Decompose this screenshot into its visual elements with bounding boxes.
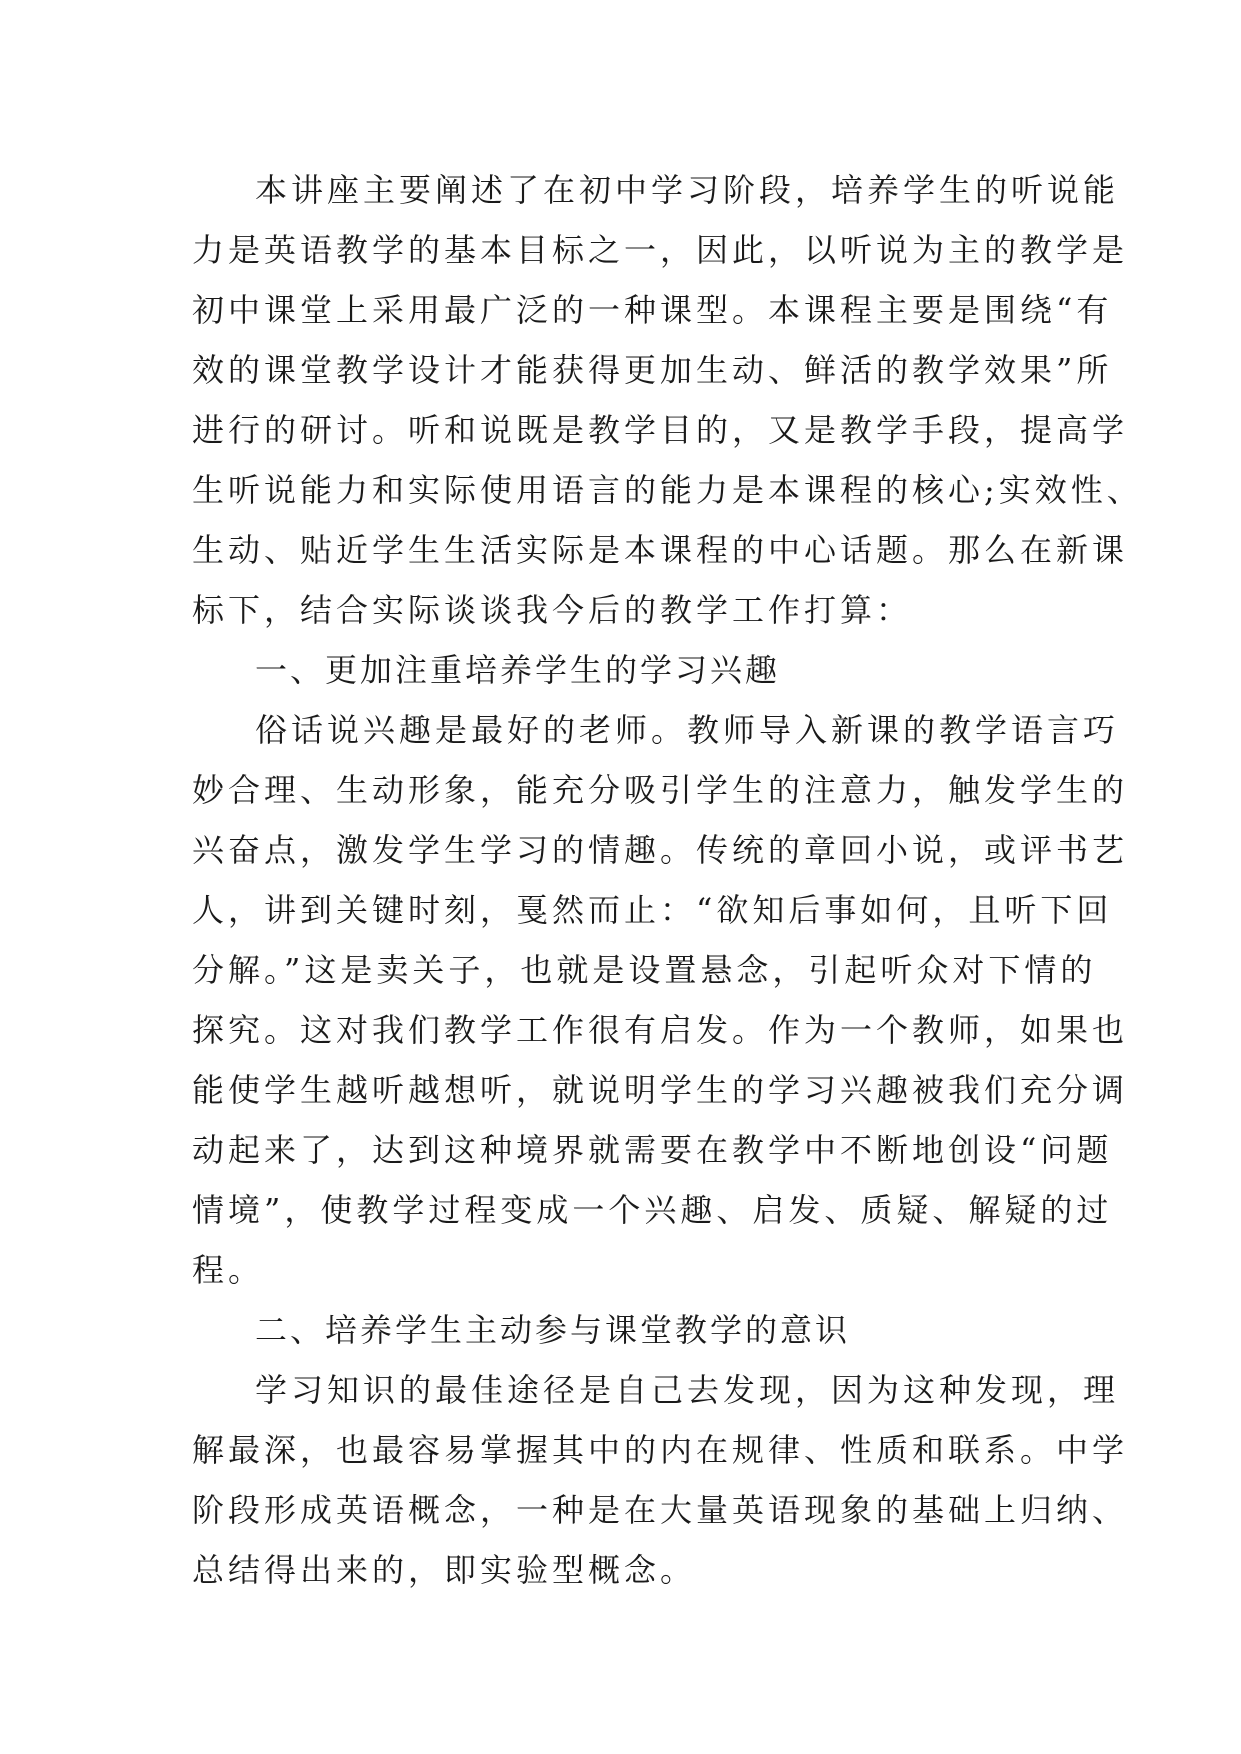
paragraph-2-line-4: 人，讲到关键时刻，戛然而止：“欲知后事如何，且听下回 xyxy=(192,891,1113,929)
paragraph-1-line-5: 进行的研讨。听和说既是教学目的，又是教学手段，提高学 xyxy=(192,411,1129,449)
paragraph-1-line-4: 效的课堂教学设计才能获得更加生动、鲜活的教学效果”所 xyxy=(192,351,1113,389)
paragraph-2-line-9: 情境”，使教学过程变成一个兴趣、启发、质疑、解疑的过 xyxy=(192,1191,1113,1229)
paragraph-2-line-2: 妙合理、生动形象，能充分吸引学生的注意力，触发学生的 xyxy=(192,771,1129,809)
paragraph-3-line-4: 总结得出来的，即实验型概念。 xyxy=(192,1551,697,1589)
paragraph-1-line-1: 本讲座主要阐述了在初中学习阶段，培养学生的听说能 xyxy=(255,171,1120,209)
document-body xyxy=(192,160,1143,1600)
section-heading-1: 一、更加注重培养学生的学习兴趣 xyxy=(255,651,781,689)
paragraph-2-line-3: 兴奋点，激发学生学习的情趣。传统的章回小说，或评书艺 xyxy=(192,831,1129,869)
paragraph-3-line-2: 解最深，也最容易掌握其中的内在规律、性质和联系。中学 xyxy=(192,1431,1129,1469)
paragraph-2-line-7: 能使学生越听越想听，就说明学生的学习兴趣被我们充分调 xyxy=(192,1071,1129,1109)
paragraph-2-line-10: 程。 xyxy=(192,1251,265,1289)
paragraph-2-line-1: 俗话说兴趣是最好的老师。教师导入新课的教学语言巧 xyxy=(255,711,1120,749)
paragraph-2-line-8: 动起来了，达到这种境界就需要在教学中不断地创设“问题 xyxy=(192,1131,1113,1169)
paragraph-1-line-2: 力是英语教学的基本目标之一，因此，以听说为主的教学是 xyxy=(192,231,1129,269)
section-heading-2: 二、培养学生主动参与课堂教学的意识 xyxy=(255,1311,851,1349)
paragraph-1-line-3: 初中课堂上采用最广泛的一种课型。本课程主要是围绕“有 xyxy=(192,291,1113,329)
paragraph-2-line-6: 探究。这对我们教学工作很有启发。作为一个教师，如果也 xyxy=(192,1011,1129,1049)
paragraph-3-line-1: 学习知识的最佳途径是自己去发现，因为这种发现，理 xyxy=(255,1371,1120,1409)
paragraph-3-line-3: 阶段形成英语概念，一种是在大量英语现象的基础上归纳、 xyxy=(192,1491,1129,1529)
paragraph-1-line-8: 标下，结合实际谈谈我今后的教学工作打算： xyxy=(192,591,913,629)
paragraph-2-line-5: 分解。”这是卖关子，也就是设置悬念，引起听众对下情的 xyxy=(192,951,1097,989)
paragraph-1-line-7: 生动、贴近学生生活实际是本课程的中心话题。那么在新课 xyxy=(192,531,1129,569)
paragraph-1-line-6: 生听说能力和实际使用语言的能力是本课程的核心;实效性、 xyxy=(192,471,1143,509)
